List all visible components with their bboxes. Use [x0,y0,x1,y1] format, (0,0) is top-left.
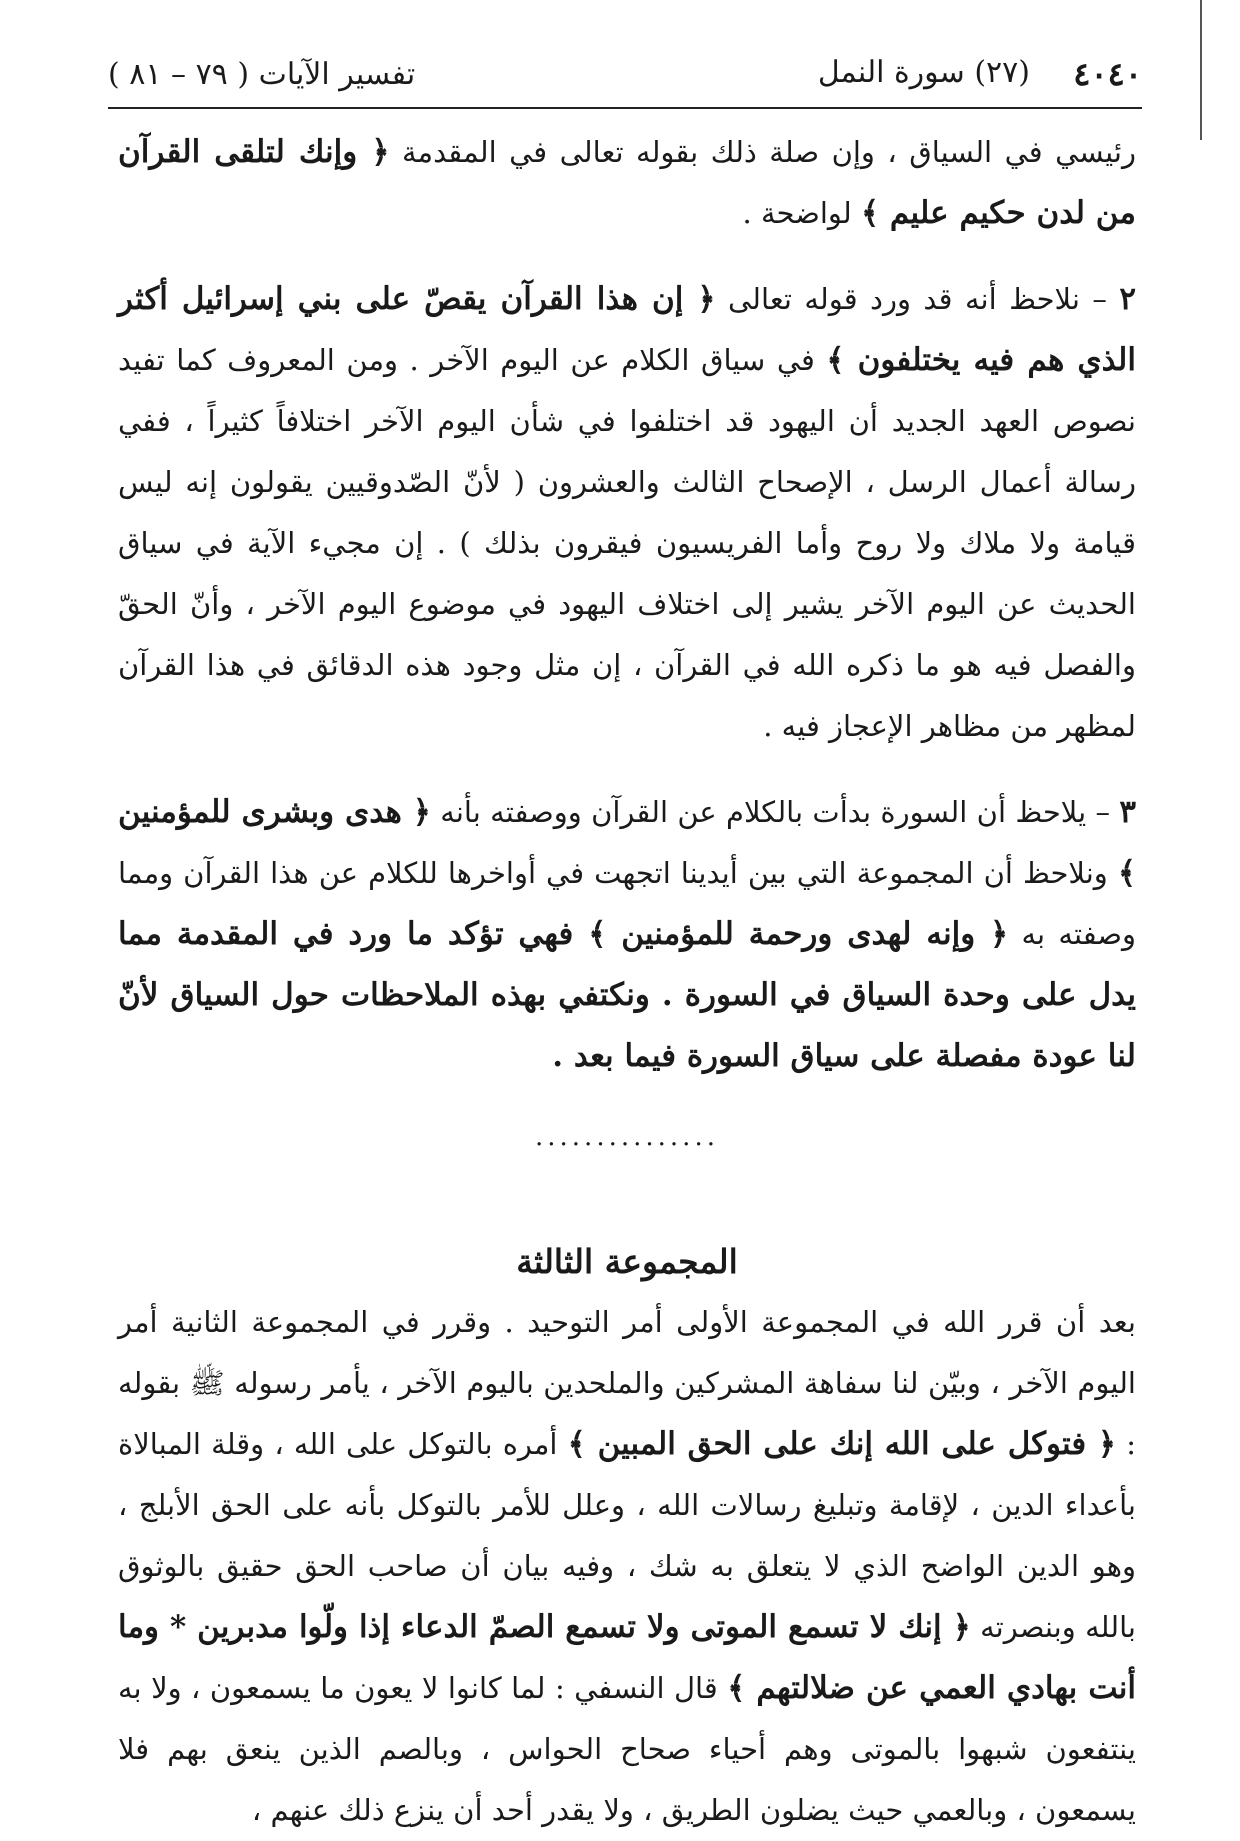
paragraph-text: ونلاحظ أن المجموعة التي بين أيدينا اتجهت في أواخرها للكلام عن هذا القرآن ومما وصفته به [118,856,1136,951]
quran-quote: ﴿ وإنك لتلقى القرآن من لدن حكيم عليم ﴾ [118,134,1136,231]
section-title: المجموعة الثالثة [516,1242,738,1281]
quran-quote: ﴿ إنك لا تسمع الموتى ولا تسمع الصمّ الدعاء إذا ولّوا مدبرين * وما أنت بهادي العمي عن ضلالتهم ﴾ [118,1609,1136,1706]
verses-range: تفسير الآيات ( ٧٩ – ٨١ ) [108,57,416,92]
paragraph-continuation [118,122,1136,244]
running-header [108,55,1142,109]
quran-quote: ﴿ إن هذا القرآن يقصّ على بني إسرائيل أكثر الذي هم فيه يختلفون ﴾ [118,281,1136,378]
quran-quote: ﴿ هدى وبشرى للمؤمنين ﴾ [118,794,1136,891]
page-body [118,122,1136,1841]
page-edge-line [1200,0,1202,140]
paragraph-point-2 [118,269,1136,757]
point-number: ٣ [1119,794,1136,830]
section-paragraph [118,1292,1136,1841]
paragraph-text: بعد أن قرر الله في المجموعة الأولى أمر التوحيد . وقرر في المجموعة الثانية أمر اليوم الآخر ، وبيّن لنا سفاهة المشركين والملحدين باليوم الآخر ، يأمر رسوله ﷺ بقوله : [118,1305,1136,1461]
page-number: ٤٠٤٠ [1073,55,1142,93]
paragraph-text: أمره بالتوكل على الله ، وقلة المبالاة بأعداء الدين ، لإقامة وتبليغ رسالات الله ، وعلل للأمر بالتوكل بأنه على الحق الأبلج ، وهو الدين الواضح الذي لا يتعلق به شك ، وفيه بيان أن صاحب الحق حقيق بالوثوق بالله وبنصرته [118,1427,1136,1644]
paragraph-text: رئيسي في السياق ، وإن صلة ذلك بقوله تعالى في المقدمة [389,135,1136,169]
paragraph-text: قال النسفي : لما كانوا لا يعون ما يسمعون ، ولا به ينتفعون شبهوا بالموتى وهم أحياء صحاح الحواس ، وبالصم الذين ينعق بهم فلا يسمعون ، وبالعمي حيث يضلون الطريق ، ولا يقدر أحد أن ينزع ذلك عنهم ، [118,1671,1136,1827]
quran-quote: ﴿ وإنه لهدى ورحمة للمؤمنين ﴾ [588,916,1009,952]
point-number: ٢ [1119,281,1136,317]
paragraph-text: لواضحة . [742,196,861,230]
paragraph-text: – نلاحظ أنه قد ورد قوله تعالى [715,282,1120,316]
paragraph-point-3 [118,782,1136,1087]
paragraph-text: فهي تؤكد ما ورد في المقدمة مما يدل على وحدة السياق في السورة . ونكتفي بهذه الملاحظات حول السياق لأنّ لنا عودة مفصلة على سياق السورة فيما بعد . [118,916,1136,1074]
surah-title: (٢٧) سورة النمل [817,55,1030,90]
paragraph-text: في سياق الكلام عن اليوم الآخر . ومن المعروف كما تفيد نصوص العهد الجديد أن اليهود قد اختلفوا في شأن اليوم الآخر اختلافاً كثيراً ، ففي رسالة أعمال الرسل ، الإصحاح الثالث والعشرون ( لأنّ الصّدوقيين يقولون إنه ليس قيامة ولا ملاك ولا روح وأما الفريسيون فيقرون بذلك ) . إن مجيء الآية في سياق الحديث عن اليوم الآخر يشير إلى اختلاف اليهود في موضوع اليوم الآخر ، وأنّ الحقّ والفصل فيه هو ما ذكره الله في القرآن ، إن مثل وجود هذه الدقائق في هذا القرآن لمظهر من مظاهر الإعجاز فيه . [118,343,1136,743]
paragraph-text: – يلاحظ أن السورة بدأت بالكلام عن القرآن ووصفته بأنه [430,795,1120,829]
section-separator: ............... [535,1122,719,1152]
quran-quote: ﴿ فتوكل على الله إنك على الحق المبين ﴾ [567,1426,1117,1462]
